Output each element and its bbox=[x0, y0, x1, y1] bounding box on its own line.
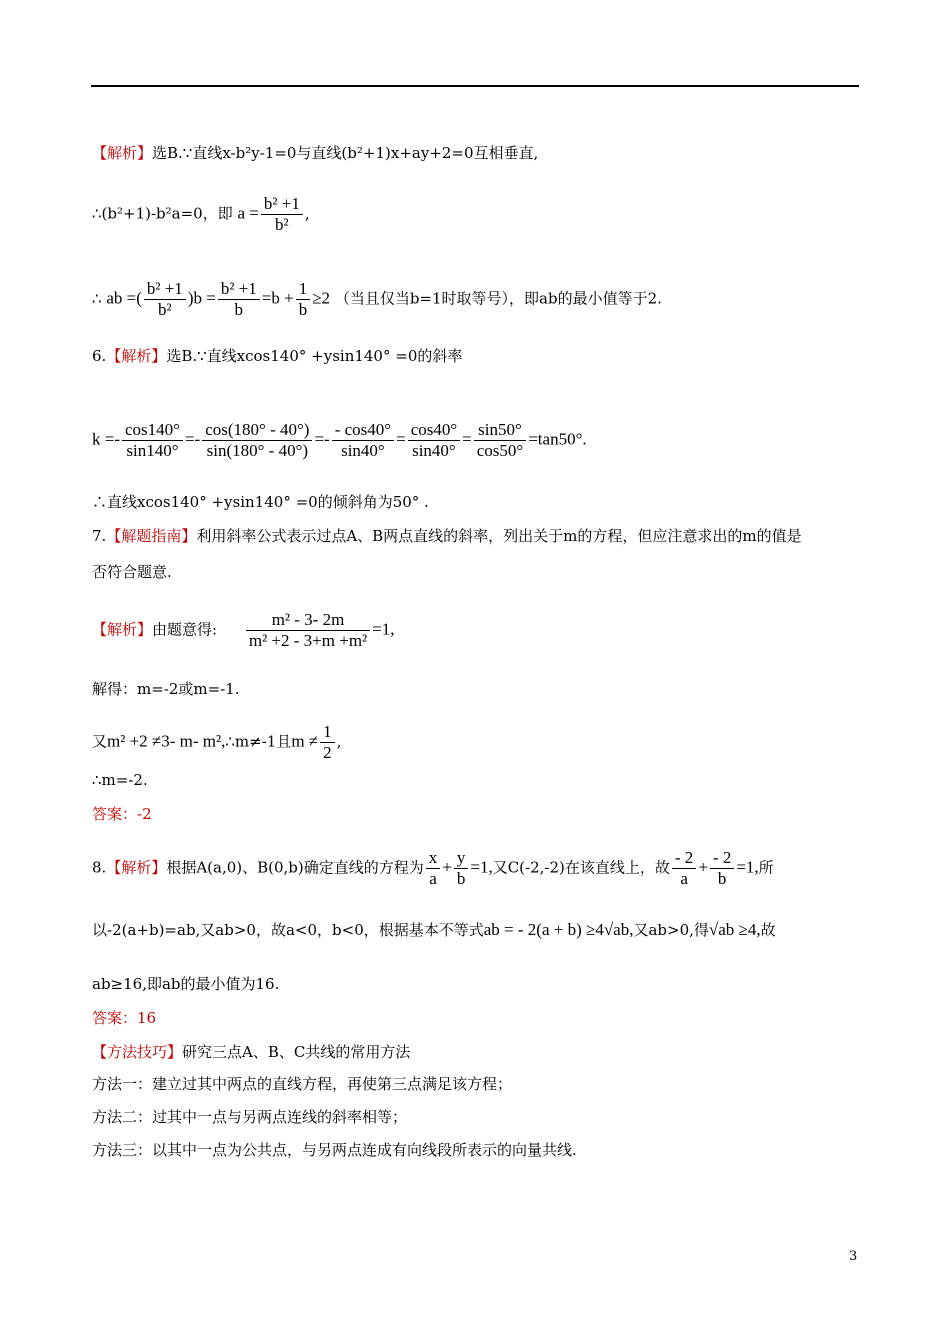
line-angle: ∴直线xcos140° +ysin140° =0的倾斜角为50° . bbox=[92, 493, 429, 511]
method-2: 方法二：过其中一点与另两点连线的斜率相等； bbox=[92, 1108, 408, 1126]
line-q8-cont: 以-2(a+b)=ab,又ab>0，故a<0，b<0，根据基本不等式ab = - 2(a + b) ≥4√ab,又ab>0,得√ab ≥4,故 bbox=[92, 920, 776, 939]
line-slope-formula: k =- $\frac{\cos 140^\circ}{\sin 140^\circ}$ =- $\frac{\cos(180^\circ - 40^\circ)}{\sin(180^\circ - 40^\circ)}$ =- $\frac{- \cos 40^\circ}{\sin 40^\circ}$ = $\frac{\cos 40^\circ}{\sin 40^\circ}$ = $\frac{\sin 50^\circ}{\cos 50^\circ}$ =tan50°. bbox=[92, 420, 587, 460]
method-3: 方法三：以其中一点为公共点，与另两点连成有向线段所表示的向量共线. bbox=[92, 1141, 577, 1159]
line-solve: 解得：m=-2或m=-1. bbox=[92, 680, 240, 698]
line-q8: 8.【解析】根据A(a,0)、B(0,b)确定直线的方程为 $\frac{x}{a}$ + $\frac{y}{b}$ =1,又C(-2,-2)在该直线上，故 $\frac{- 2}{a}$ + $\frac{- 2}{b}$ =1,所 bbox=[92, 848, 774, 888]
line-method: 【方法技巧】研究三点A、B、C共线的常用方法 bbox=[92, 1043, 411, 1061]
line-result: ∴m=-2. bbox=[92, 771, 148, 789]
header-rule bbox=[91, 85, 859, 87]
line-derive-a: ∴(b²+1)-b²a=0，即 a = $\frac{\text{b² +1}}{\text{b²}}$ , bbox=[92, 194, 310, 234]
fraction: $\frac{\text{b² +1}}{\text{b²}}$ bbox=[261, 194, 303, 235]
method-1: 方法一：建立过其中两点的直线方程，再使第三点满足该方程； bbox=[92, 1075, 513, 1093]
line-q7-cont: 否符合题意. bbox=[92, 563, 172, 581]
answer-8: 答案：16 bbox=[92, 1009, 157, 1027]
line-analysis-5: 【解析】选B.∵直线x-b²y-1=0与直线(b²+1)x+ay+2=0互相垂直, bbox=[92, 144, 539, 162]
answer-7: 答案：-2 bbox=[92, 805, 152, 823]
tag-analysis: 【解析】 bbox=[92, 144, 153, 162]
line-q8-result: ab≥16,即ab的最小值为16. bbox=[92, 975, 280, 993]
page-number: 3 bbox=[849, 1249, 858, 1264]
line-ab-min: ∴ ab =( $\frac{\text{b² +1}}{\text{b²}}$ )b = $\frac{\text{b² +1}}{b}$ =b + $\frac{1}{b}$ ≥2 （当且仅当b=1时取等号），即ab的最小值等于2. bbox=[92, 279, 662, 319]
line-q7: 7.【解题指南】利用斜率公式表示过点A、B两点直线的斜率，列出关于m的方程，但应注意求出的m的值是 bbox=[92, 527, 802, 545]
line-check: 又m² +2 ≠3- m- m²,∴m≠-1且m ≠ $\frac{1}{2}$ , bbox=[92, 722, 342, 762]
line-q7-analysis: 【解析】由题意得: $\frac{\text{m² - 3- 2m}}{\text{m² +2 - 3+m +m²}}$ =1, bbox=[92, 610, 395, 650]
line-q6: 6.【解析】选B.∵直线xcos140° +ysin140° =0的斜率 bbox=[92, 347, 463, 365]
